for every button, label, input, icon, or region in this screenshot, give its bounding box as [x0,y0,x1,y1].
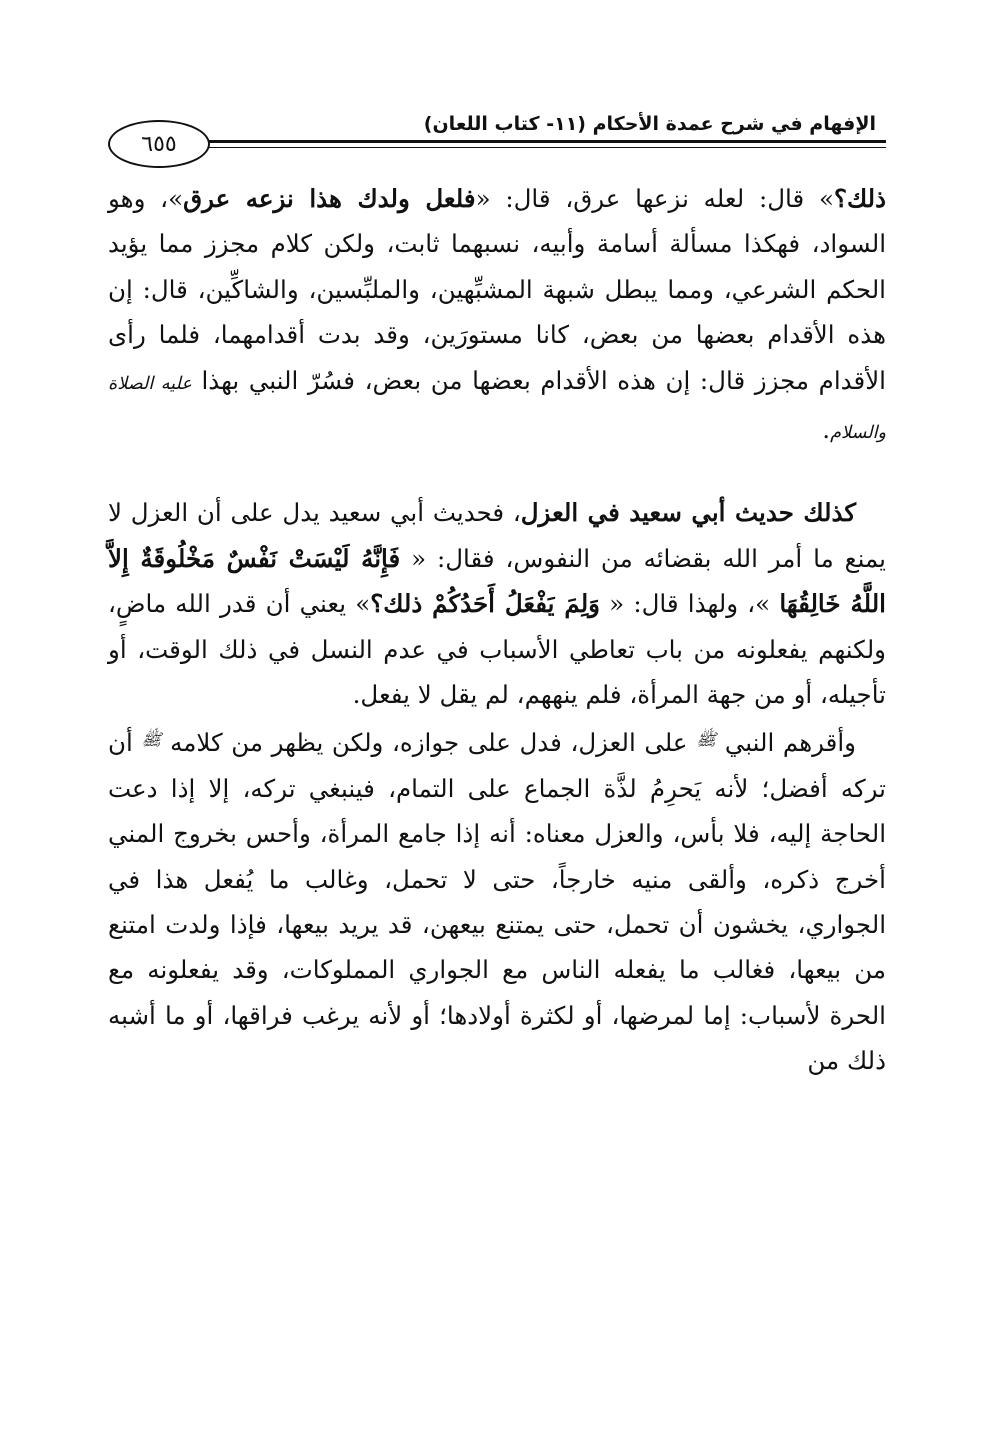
hadith-quote: فَإِنَّهُ لَيْسَتْ نَفْسٌ مَخْلُوقَةٌ إِلاَّ اللَّهُ خَالِقُهَا [108,543,886,619]
header-title: الإفهام في شرح عمدة الأحكام (١١- كتاب اللعان) [423,113,876,135]
text-run: » قال: لعله نزعها عرق، قال: « [475,184,834,213]
page-number-badge [108,120,210,168]
paragraph-3 [108,717,886,1083]
paragraph-2 [108,490,886,717]
hadith-quote: وَلِمَ يَفْعَلُ أَحَدُكُمْ ذلك؟ [370,589,600,619]
hadith-quote: فلعل ولدك هذا نزعه عرق [183,184,476,213]
section-heading-inline: كذلك حديث أبي سعيد في العزل [520,498,856,528]
salawat-glyph: ﷺ [141,730,162,750]
running-header [108,108,886,168]
salawat-glyph: ﷺ [696,730,717,750]
body-text [108,176,886,1084]
text-run: ، فحديث أبي سعيد يدل على أن العزل لا يمنع ما أمر الله بقضائه من النفوس، فقال: « [108,498,886,573]
paragraph-gap [108,456,886,490]
quote-fragment: ذلك؟ [833,184,887,213]
header-rule-thin [200,147,886,148]
header-rule-thick [200,140,886,143]
text-run: »، ولهذا قال: « [600,589,780,619]
paragraph-1 [108,176,886,456]
text-run: »، وهو السواد، فهكذا مسألة أسامة وأبيه، نسبهما ثابت، ولكن كلام مجزز مما يؤيد الحكم الشرعي، ومما يبطل شبهة المشبِّهين، والملبِّسين، والشاكِّين، قال: إن هذه الأقدام بعضها من بعض، كانا مستورَين، وقد بدت أقدامهما، فلما رأى الأقدام مجزز قال: إن هذه الأقدام بعضها من بعض، فسُرّ النبي بهذا [108,184,886,395]
text-run: على العزل، فدل على جوازه، ولكن يظهر من كلامه [161,728,697,758]
blessing-phrase: عليه الصلاة والسلام [108,373,886,444]
text-run: أن تركه أفضل؛ لأنه يَحرِمُ لذَّة الجماع على التمام، فينبغي تركه، إلا إذا دعت الحاجة إليه، فلا بأس، والعزل معناه: أنه إذا جامع المرأة، وأحس بخروج المني أخرج ذكره، وألقى منيه خارجاً، حتى لا تحمل، وغالب ما يُفعل هذا في الجواري، يخشون أن تحمل، حتى يمتنع بيعهن، قد يريد بيعها، فإذا ولدت امتنع من بيعها، فغالب ما يفعله الناس مع الجواري المملوكات، وقد يفعلونه مع الحرة لأسباب: إما لمرضها، أو لكثرة أولادها؛ أو لأنه يرغب فراقها، أو ما أشبه ذلك من [108,728,886,1076]
page-number: ٦٥٥ [141,131,177,157]
text-run: . [822,415,831,445]
text-run: وأقرهم النبي [716,728,856,758]
text-run: » يعني أن قدر الله ماضٍ، ولكنهم يفعلونه من باب تعاطي الأسباب في عدم النسل في ذلك الوقت، أو تأجيله، أو من جهة المرأة، فلم ينههم، لم يقل لا يفعل. [108,589,886,710]
